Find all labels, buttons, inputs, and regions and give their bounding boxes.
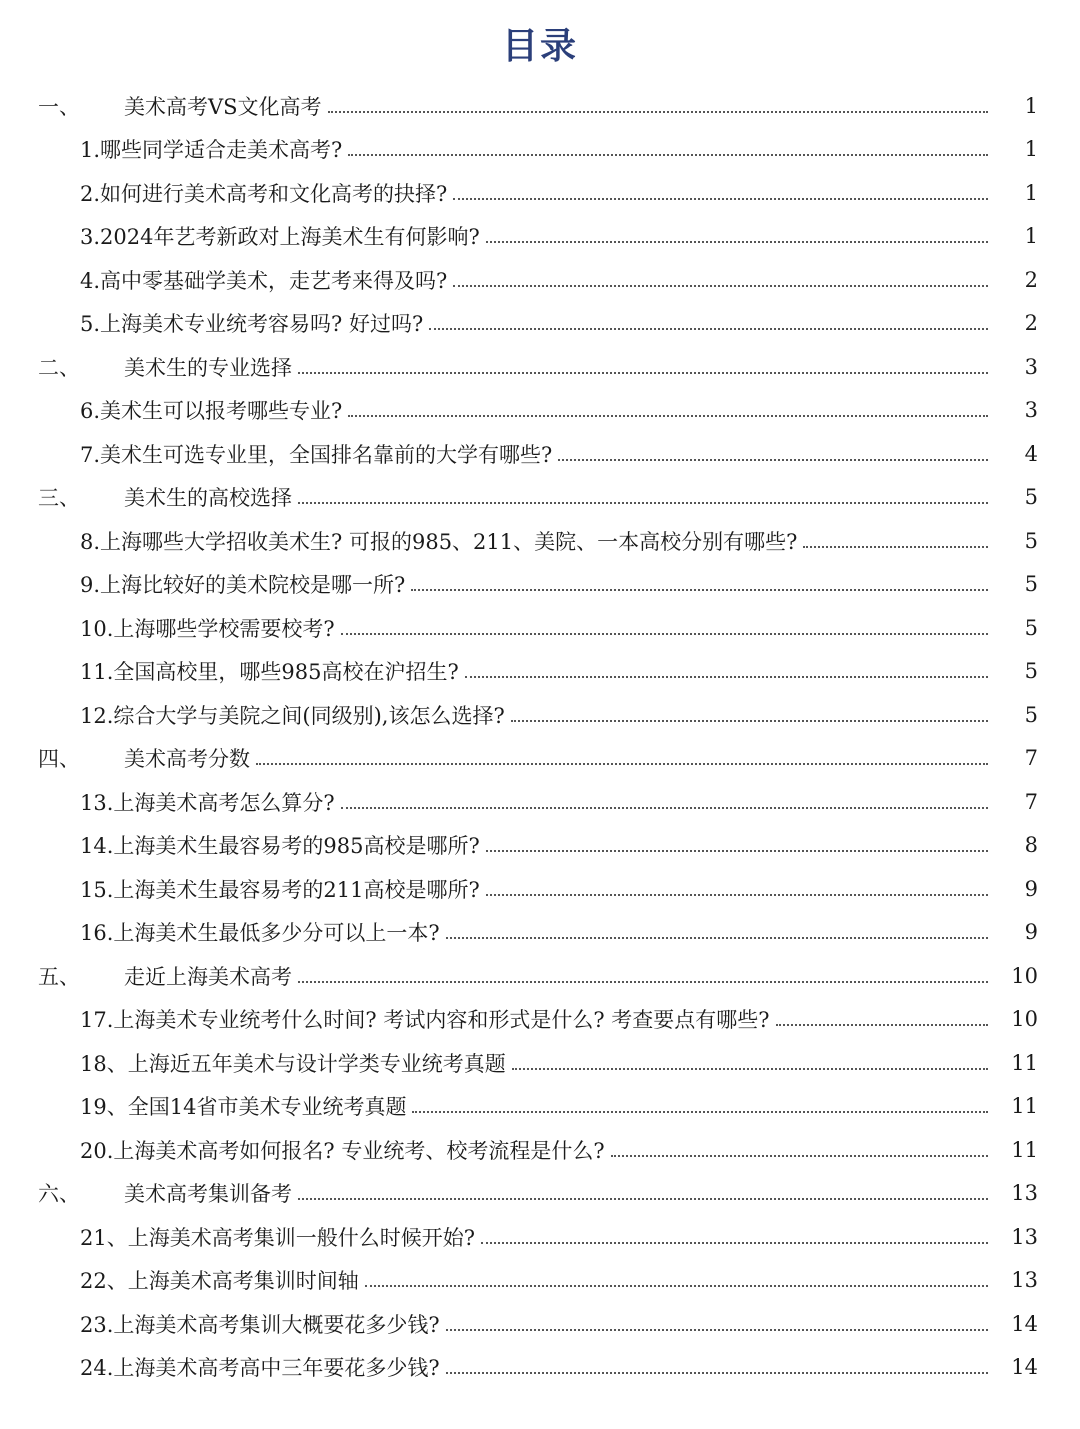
toc-entry[interactable] bbox=[0, 1346, 1080, 1390]
entry-title: 15.上海美术生最容易考的211高校是哪所? bbox=[80, 877, 480, 902]
page-number: 14 bbox=[1011, 1311, 1038, 1336]
page-number: 10 bbox=[1011, 963, 1038, 988]
dot-leader bbox=[776, 1024, 988, 1026]
dot-leader bbox=[328, 111, 988, 113]
dot-leader bbox=[341, 807, 988, 809]
entry-title: 24.上海美术高考高中三年要花多少钱? bbox=[80, 1356, 440, 1381]
toc-entry[interactable] bbox=[0, 432, 1080, 476]
page-number: 11 bbox=[1011, 1094, 1038, 1119]
entry-title: 23.上海美术高考集训大概要花多少钱? bbox=[80, 1312, 440, 1337]
dot-leader bbox=[486, 894, 988, 896]
entry-title: 21、上海美术高考集训一般什么时候开始? bbox=[80, 1225, 475, 1250]
section-title: 美术生的专业选择 bbox=[124, 355, 292, 380]
page-number: 2 bbox=[1024, 311, 1038, 336]
toc-entry[interactable] bbox=[0, 911, 1080, 955]
dot-leader bbox=[411, 589, 988, 591]
entry-title: 2.如何进行美术高考和文化高考的抉择? bbox=[80, 181, 448, 206]
toc-entry[interactable] bbox=[0, 780, 1080, 824]
page-number: 13 bbox=[1011, 1181, 1038, 1206]
toc-entry[interactable] bbox=[0, 128, 1080, 172]
toc-entry[interactable] bbox=[0, 389, 1080, 433]
toc-section-4[interactable] bbox=[0, 737, 1080, 781]
table-of-contents bbox=[0, 84, 1080, 1389]
dot-leader bbox=[486, 850, 988, 852]
dot-leader bbox=[256, 763, 988, 765]
section-number: 二、 bbox=[38, 355, 80, 380]
toc-entry[interactable] bbox=[0, 1085, 1080, 1129]
toc-entry[interactable] bbox=[0, 215, 1080, 259]
page-number: 5 bbox=[1024, 659, 1038, 684]
section-title: 走近上海美术高考 bbox=[124, 964, 292, 989]
toc-section-1[interactable] bbox=[0, 84, 1080, 128]
entry-title: 22、上海美术高考集训时间轴 bbox=[80, 1269, 359, 1294]
dot-leader bbox=[412, 1111, 988, 1113]
dot-leader bbox=[298, 1198, 988, 1200]
toc-section-3[interactable] bbox=[0, 476, 1080, 520]
entry-title: 11.全国高校里，哪些985高校在沪招生? bbox=[80, 660, 459, 685]
page-number: 1 bbox=[1024, 93, 1038, 118]
dot-leader bbox=[558, 459, 988, 461]
dot-leader bbox=[341, 633, 988, 635]
toc-entry[interactable] bbox=[0, 519, 1080, 563]
entry-title: 17.上海美术专业统考什么时间? 考试内容和形式是什么? 考查要点有哪些? bbox=[80, 1008, 770, 1033]
dot-leader bbox=[512, 1068, 988, 1070]
page-number: 1 bbox=[1024, 180, 1038, 205]
toc-entry[interactable] bbox=[0, 998, 1080, 1042]
dot-leader bbox=[453, 198, 988, 200]
page-number: 10 bbox=[1011, 1007, 1038, 1032]
dot-leader bbox=[511, 720, 988, 722]
toc-section-2[interactable] bbox=[0, 345, 1080, 389]
page-number: 1 bbox=[1024, 137, 1038, 162]
section-number: 五、 bbox=[38, 964, 80, 989]
section-title: 美术高考分数 bbox=[124, 747, 250, 772]
entry-title: 8.上海哪些大学招收美术生? 可报的985、211、美院、一本高校分别有哪些? bbox=[80, 529, 798, 554]
toc-section-6[interactable] bbox=[0, 1172, 1080, 1216]
dot-leader bbox=[348, 415, 988, 417]
toc-entry[interactable] bbox=[0, 1041, 1080, 1085]
section-title: 美术高考集训备考 bbox=[124, 1182, 292, 1207]
entry-title: 3.2024年艺考新政对上海美术生有何影响? bbox=[80, 225, 480, 250]
page-number: 1 bbox=[1024, 224, 1038, 249]
entry-title: 10.上海哪些学校需要校考? bbox=[80, 616, 335, 641]
dot-leader bbox=[803, 546, 988, 548]
page-number: 9 bbox=[1024, 920, 1038, 945]
page-number: 11 bbox=[1011, 1050, 1038, 1075]
page-number: 5 bbox=[1024, 485, 1038, 510]
toc-entry[interactable] bbox=[0, 606, 1080, 650]
dot-leader bbox=[298, 502, 988, 504]
dot-leader bbox=[446, 1329, 988, 1331]
entry-title: 14.上海美术生最容易考的985高校是哪所? bbox=[80, 834, 480, 859]
entry-title: 20.上海美术高考如何报名? 专业统考、校考流程是什么? bbox=[80, 1138, 605, 1163]
page-number: 13 bbox=[1011, 1224, 1038, 1249]
dot-leader bbox=[298, 372, 988, 374]
toc-section-5[interactable] bbox=[0, 954, 1080, 998]
page-number: 5 bbox=[1024, 615, 1038, 640]
page-number: 14 bbox=[1011, 1355, 1038, 1380]
page-number: 3 bbox=[1024, 398, 1038, 423]
section-number: 六、 bbox=[38, 1182, 80, 1207]
toc-entry[interactable] bbox=[0, 302, 1080, 346]
section-title: 美术生的高校选择 bbox=[124, 486, 292, 511]
section-title: 美术高考VS文化高考 bbox=[124, 94, 322, 119]
toc-entry[interactable] bbox=[0, 693, 1080, 737]
toc-entry[interactable] bbox=[0, 650, 1080, 694]
page-number: 4 bbox=[1024, 441, 1038, 466]
entry-title: 18、上海近五年美术与设计学类专业统考真题 bbox=[80, 1051, 506, 1076]
entry-title: 4.高中零基础学美术，走艺考来得及吗? bbox=[80, 268, 448, 293]
entry-title: 9.上海比较好的美术院校是哪一所? bbox=[80, 573, 406, 598]
entry-title: 7.美术生可选专业里，全国排名靠前的大学有哪些? bbox=[80, 442, 553, 467]
toc-entry[interactable] bbox=[0, 824, 1080, 868]
page-number: 5 bbox=[1024, 572, 1038, 597]
dot-leader bbox=[446, 1372, 988, 1374]
toc-entry[interactable] bbox=[0, 563, 1080, 607]
toc-entry[interactable] bbox=[0, 1302, 1080, 1346]
dot-leader bbox=[298, 981, 988, 983]
dot-leader bbox=[453, 285, 988, 287]
entry-title: 16.上海美术生最低多少分可以上一本? bbox=[80, 921, 440, 946]
entry-title: 5.上海美术专业统考容易吗? 好过吗? bbox=[80, 312, 424, 337]
toc-entry[interactable] bbox=[0, 171, 1080, 215]
entry-title: 12.综合大学与美院之间(同级别),该怎么选择? bbox=[80, 703, 505, 728]
page-number: 3 bbox=[1024, 354, 1038, 379]
dot-leader bbox=[446, 937, 988, 939]
page-number: 13 bbox=[1011, 1268, 1038, 1293]
section-number: 三、 bbox=[38, 486, 80, 511]
entry-title: 13.上海美术高考怎么算分? bbox=[80, 790, 335, 815]
toc-entry[interactable] bbox=[0, 1259, 1080, 1303]
dot-leader bbox=[348, 154, 988, 156]
page-number: 8 bbox=[1024, 833, 1038, 858]
section-number: 一、 bbox=[38, 94, 80, 119]
entry-title: 1.哪些同学适合走美术高考? bbox=[80, 138, 343, 163]
toc-entry[interactable] bbox=[0, 1128, 1080, 1172]
dot-leader bbox=[365, 1285, 988, 1287]
page-number: 5 bbox=[1024, 528, 1038, 553]
page-number: 2 bbox=[1024, 267, 1038, 292]
entry-title: 19、全国14省市美术专业统考真题 bbox=[80, 1095, 407, 1120]
page-number: 9 bbox=[1024, 876, 1038, 901]
dot-leader bbox=[465, 676, 988, 678]
dot-leader bbox=[429, 328, 988, 330]
page-number: 5 bbox=[1024, 702, 1038, 727]
page-number: 7 bbox=[1024, 746, 1038, 771]
toc-entry[interactable] bbox=[0, 258, 1080, 302]
entry-title: 6.美术生可以报考哪些专业? bbox=[80, 399, 343, 424]
page-number: 11 bbox=[1011, 1137, 1038, 1162]
dot-leader bbox=[611, 1155, 988, 1157]
section-number: 四、 bbox=[38, 747, 80, 772]
page-title: 目录 bbox=[501, 26, 578, 67]
toc-entry[interactable] bbox=[0, 1215, 1080, 1259]
page-number: 7 bbox=[1024, 789, 1038, 814]
dot-leader bbox=[486, 241, 988, 243]
toc-entry[interactable] bbox=[0, 867, 1080, 911]
dot-leader bbox=[481, 1242, 988, 1244]
